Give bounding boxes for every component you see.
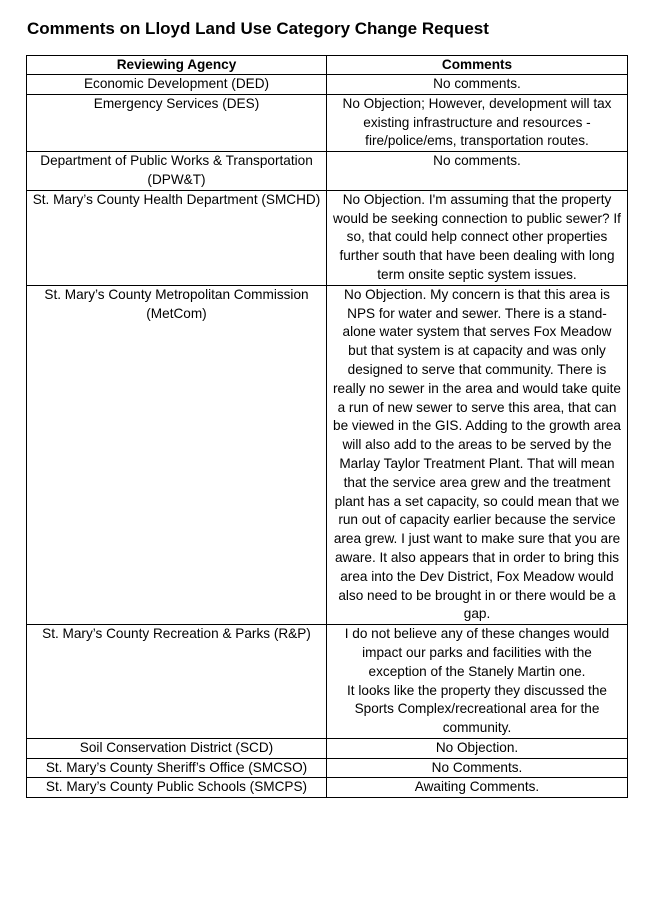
comments-table: [26, 55, 628, 798]
table-row: [27, 778, 628, 798]
reviewing-agency-header: Reviewing Agency: [27, 56, 327, 75]
comment-cell: No comments.: [327, 75, 628, 95]
comment-cell: No Comments.: [327, 758, 628, 778]
comments-header: Comments: [327, 56, 628, 75]
table-row: [27, 152, 628, 191]
comment-cell: No Objection.: [327, 738, 628, 758]
agency-cell: Emergency Services (DES): [27, 94, 327, 151]
agency-cell: St. Mary’s County Public Schools (SMCPS): [27, 778, 327, 798]
agency-cell: Economic Development (DED): [27, 75, 327, 95]
agency-cell: St. Mary’s County Health Department (SMCHD): [27, 190, 327, 285]
agency-cell: Department of Public Works & Transportation (DPW&T): [27, 152, 327, 191]
table-row: [27, 625, 628, 739]
comment-cell: No Objection; However, development will tax existing infrastructure and resources - fire/police/ems, transportation routes.: [327, 94, 628, 151]
agency-cell: St. Mary’s County Recreation & Parks (R&P): [27, 625, 327, 739]
agency-cell: St. Mary’s County Sheriff’s Office (SMCSO): [27, 758, 327, 778]
table-row: [27, 94, 628, 151]
comment-cell: No Objection. I'm assuming that the property would be seeking connection to public sewer? If so, that could help connect other properties further south that have been dealing with long term onsite septic system issues.: [327, 190, 628, 285]
table-row: [27, 758, 628, 778]
comment-cell: I do not believe any of these changes would impact our parks and facilities with the exception of the Stanely Martin one. It looks like the property they discussed the Sports Complex/recreational area for the community.: [327, 625, 628, 739]
table-row: [27, 75, 628, 95]
comment-cell: No comments.: [327, 152, 628, 191]
table-header-row: [27, 56, 628, 75]
page-title: Comments on Lloyd Land Use Category Change Request: [27, 19, 489, 38]
table-row: [27, 738, 628, 758]
comment-cell: Awaiting Comments.: [327, 778, 628, 798]
comment-cell: No Objection. My concern is that this area is NPS for water and sewer. There is a stand-alone water system that serves Fox Meadow but that system is at capacity and was only designed to serve that community. There is really no sewer in the area and would take quite a run of new sewer to serve this area, that can be viewed in the GIS. Adding to the growth area will also add to the areas to be served by the Marlay Taylor Treatment Plant. That will mean that the service area grew and the treatment plant has a set capacity, so could mean that we run out of capacity earlier because the service area grew. I just want to make sure that you are aware. It also appears that in order to bring this area into the Dev District, Fox Meadow would also need to be brought in or there would be a gap.: [327, 285, 628, 624]
table-row: [27, 285, 628, 624]
agency-cell: Soil Conservation District (SCD): [27, 738, 327, 758]
table-row: [27, 190, 628, 285]
agency-cell: St. Mary’s County Metropolitan Commission (MetCom): [27, 285, 327, 624]
